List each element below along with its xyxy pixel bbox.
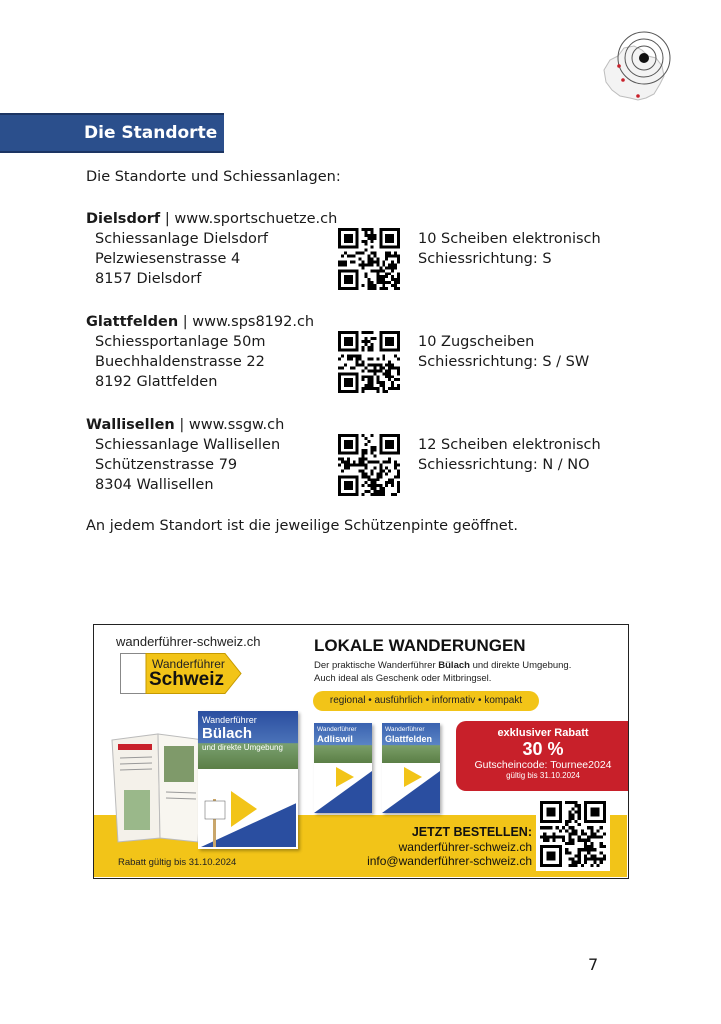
- street: Pelzwiesenstrasse 4: [95, 251, 241, 267]
- target-map-icon: [590, 28, 676, 108]
- direction-info: Schiessrichtung: S: [418, 251, 552, 267]
- targets-info: 12 Scheiben elektronisch: [418, 437, 601, 453]
- location-link[interactable]: www.sportschuetze.ch: [174, 211, 338, 227]
- ad-description-1: Der praktische Wanderführer Bülach und direkte Umgebung.: [314, 660, 572, 671]
- order-cta: JETZT BESTELLEN:: [411, 825, 532, 839]
- intro-text: Die Standorte und Schiessanlagen:: [86, 169, 341, 185]
- city: 8157 Dielsdorf: [95, 271, 202, 287]
- wanderfuehrer-logo: [120, 653, 240, 693]
- qr-code-dielsdorf[interactable]: [338, 228, 400, 290]
- location-link[interactable]: www.ssgw.ch: [188, 417, 285, 433]
- open-book-image: [110, 730, 208, 844]
- qr-code-wallisellen[interactable]: [338, 434, 400, 496]
- book-cover-shapes: [382, 763, 440, 813]
- street: Buechhaldenstrasse 22: [95, 354, 265, 370]
- facility-name: Schiessanlage Wallisellen: [95, 437, 281, 453]
- facility-name: Schiessportanlage 50m: [95, 334, 266, 350]
- logo-line1: Wanderführer: [152, 657, 225, 671]
- separator: |: [178, 314, 193, 330]
- separator: |: [174, 417, 189, 433]
- ad-valid-note: Rabatt gültig bis 31.10.2024: [118, 857, 237, 868]
- book-glattfelden: Wanderführer Glattfelden: [382, 723, 440, 813]
- targets-info: 10 Zugscheiben: [418, 334, 535, 350]
- location-header-dielsdorf: [86, 209, 337, 229]
- location-details: [418, 229, 601, 269]
- discount-box: [456, 721, 629, 791]
- ad-site[interactable]: wanderführer-schweiz.ch: [116, 634, 261, 649]
- logo-line2: Schweiz: [149, 669, 224, 690]
- direction-info: Schiessrichtung: S / SW: [418, 354, 590, 370]
- book-cover-shapes: [314, 763, 372, 813]
- discount-code: Gutscheincode: Tournee2024: [474, 759, 612, 771]
- separator: |: [160, 211, 175, 227]
- location-name: Dielsdorf: [86, 211, 161, 227]
- book-cover-shapes: [201, 791, 296, 847]
- city: 8304 Wallisellen: [95, 477, 214, 493]
- discount-valid: gültig bis 31.10.2024: [506, 771, 580, 780]
- location-name: Wallisellen: [86, 417, 175, 433]
- location-address: [95, 435, 280, 495]
- order-email[interactable]: info@wanderführer-schweiz.ch: [367, 854, 532, 868]
- section-title: Die Standorte: [84, 123, 218, 143]
- location-details: [418, 332, 589, 372]
- location-header-glattfelden: [86, 312, 314, 332]
- ad-headline: LOKALE WANDERUNGEN: [314, 636, 526, 655]
- note-text: An jedem Standort ist die jeweilige Schützenpinte geöffnet.: [86, 518, 519, 534]
- advertisement[interactable]: [93, 624, 629, 879]
- targets-info: 10 Scheiben elektronisch: [418, 231, 601, 247]
- location-address: [95, 229, 268, 289]
- page-number: 7: [588, 955, 599, 974]
- facility-name: Schiessanlage Dielsdorf: [95, 231, 268, 247]
- location-details: [418, 435, 601, 475]
- discount-value: 30 %: [522, 739, 564, 759]
- direction-info: Schiessrichtung: N / NO: [418, 457, 590, 473]
- order-site[interactable]: wanderführer-schweiz.ch: [398, 840, 532, 854]
- location-address: [95, 332, 265, 392]
- street: Schützenstrasse 79: [95, 457, 238, 473]
- ad-tags-pill: regional • ausführlich • informativ • kompakt: [313, 691, 539, 711]
- book-buelach: Wanderführer Bülach und direkte Umgebung: [198, 711, 298, 849]
- section-title-bar: [0, 113, 224, 153]
- ad-qr-frame: [536, 797, 610, 871]
- location-header-wallisellen: [86, 415, 284, 435]
- book-adliswil: Wanderführer Adliswil: [314, 723, 372, 813]
- location-name: Glattfelden: [86, 314, 179, 330]
- qr-code-order[interactable]: [540, 801, 606, 867]
- qr-code-glattfelden[interactable]: [338, 331, 400, 393]
- city: 8192 Glattfelden: [95, 374, 218, 390]
- location-link[interactable]: www.sps8192.ch: [192, 314, 315, 330]
- ad-description-2: Auch ideal als Geschenk oder Mitbringsel.: [314, 673, 492, 684]
- discount-label: exklusiver Rabatt: [497, 727, 589, 739]
